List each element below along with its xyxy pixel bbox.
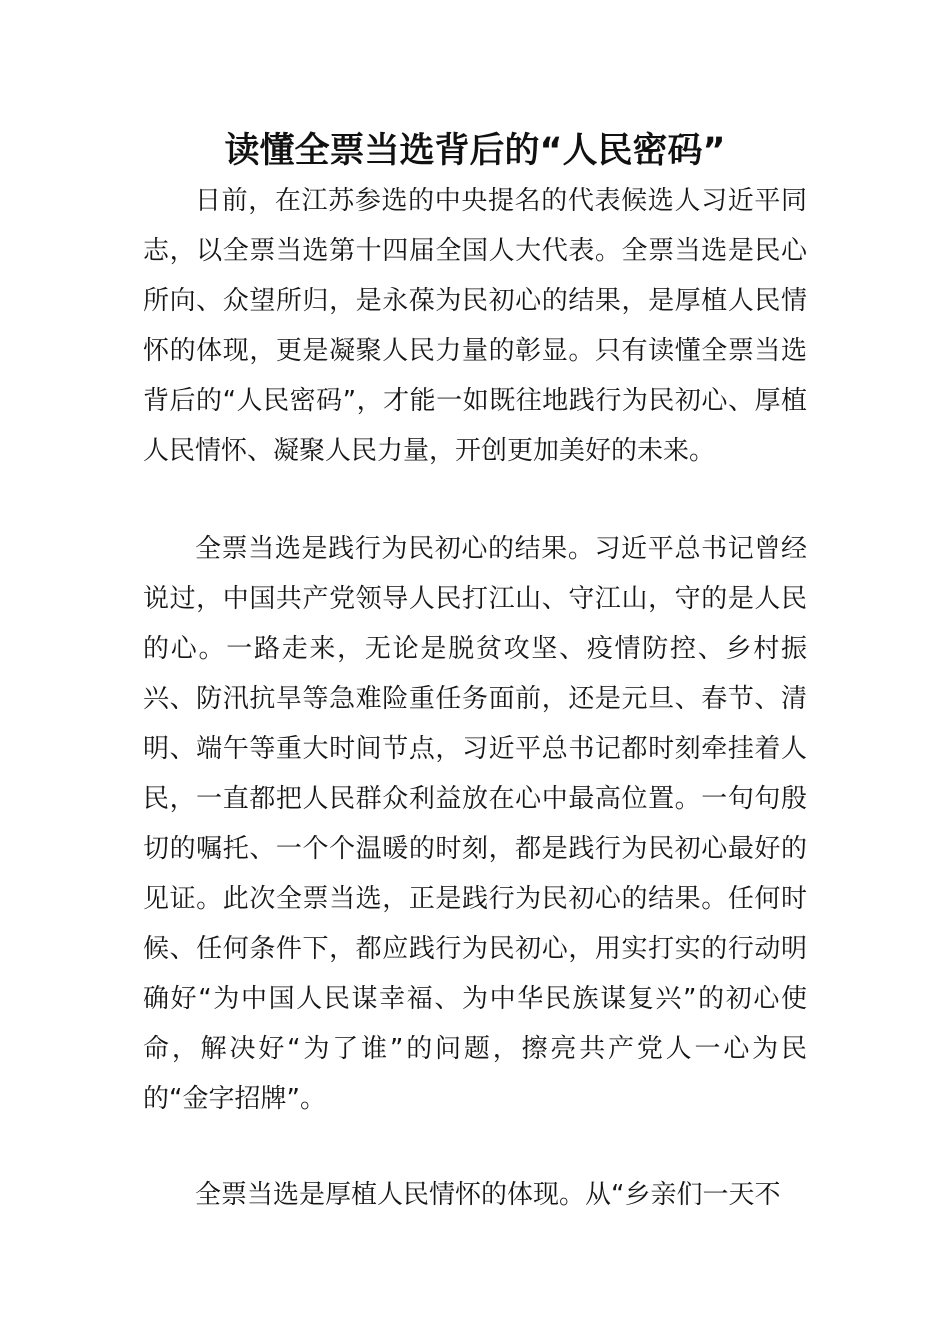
article-paragraph-2: 全票当选是践行为民初心的结果。习近平总书记曾经说过，中国共产党领导人民打江山、守江山，守的是人民的心。一路走来，无论是脱贫攻坚、疫情防控、乡村振兴、防汛抗旱等急难险重任务面前，还是元旦、春节、清明、端午等重大时间节点，习近平总书记都时刻牵挂着人民，一直都把人民群众利益放在心中最高位置。一句句殷切的嘱托、一个个温暖的时刻，都是践行为民初心最好的见证。此次全票当选，正是践行为民初心的结果。任何时候、任何条件下，都应践行为民初心，用实打实的行动明确好“为中国人民谋幸福、为中华民族谋复兴”的初心使命，解决好“为了谁”的问题，擦亮共产党人一心为民的“金字招牌”。 [143, 534, 807, 1114]
article-paragraph-1: 日前，在江苏参选的中央提名的代表候选人习近平同志，以全票当选第十四届全国人大代表。全票当选是民心所向、众望所归，是永葆为民初心的结果，是厚植人民情怀的体现，更是凝聚人民力量的彰显。只有读懂全票当选背后的“人民密码”，才能一如既往地践行为民初心、厚植人民情怀、凝聚人民力量，开创更加美好的未来。 [143, 186, 807, 466]
article-paragraph-3: 全票当选是厚植人民情怀的体现。从“乡亲们一天不 [195, 1180, 781, 1210]
article-title: 读懂全票当选背后的“人民密码” [224, 131, 726, 171]
